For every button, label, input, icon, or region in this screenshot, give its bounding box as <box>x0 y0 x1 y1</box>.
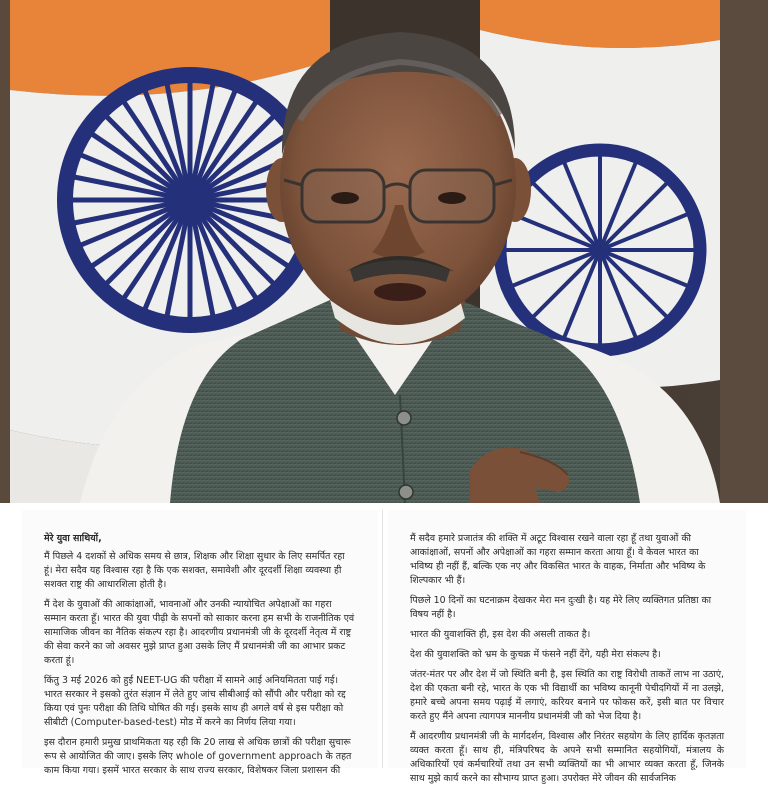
letter-paragraph: जंतर-मंतर पर और देश में जो स्थिति बनी है, इस स्थिति का राष्ट्र विरोधी ताकतें लाभ ना उठाएं, देश की एकता बनी रहे, भारत के एक भी विद्यार्थी का भविष्य कानूनी पेचीदगियों में ना उलझे, हमारे बच्चे अपना समय पढ़ाई में लगाएं, करियर बनाने पर फोकस करें, इसी बात पर विचार करते हुए मैंने अपना त्यागपत्र माननीय प्रधानमंत्री जी को भेज दिया है। <box>410 669 724 722</box>
letter-paragraph: मैं आदरणीय प्रधानमंत्री जी के मार्गदर्शन, विश्वास और निरंतर सहयोग के लिए हार्दिक कृतज्ञता व्यक्त करता हूँ। साथ ही, मंत्रिपरिषद के अपने सभी सम्मानित सहयोगियों, मंत्रालय के अधिकारियों एवं कर्मचारियों तथा उन सभी व्यक्तियों का भी आभार व्यक्त करता हूँ, जिनके साथ मुझे कार्य करने का सौभाग्य प्राप्त हुआ। उपरोक्त मेरे जीवन की सार्वजनिक <box>410 731 724 784</box>
letter-paragraph: किंतु 3 मई 2026 को हुई NEET-UG की परीक्षा में सामने आई अनियमितता पाई गई। भारत सरकार ने इसको तुरंत संज्ञान में लेते हुए जांच सीबीआई को सौंपी और परीक्षा को रद्द किया एवं पुनः परीक्षा की तिथि घोषित की गई। इसके साथ ही अगले वर्ष से इस परीक्षा को सीबीटी (Computer-based-test) मोड में करने का निर्णय लिया गया। <box>44 675 346 728</box>
letter-page-left <box>22 510 378 776</box>
separator-gap <box>0 503 768 510</box>
letter-salutation: मेरे युवा साथियों, <box>44 533 102 544</box>
letter-paragraph: मैं पिछले 4 दशकों से अधिक समय से छात्र, शिक्षक और शिक्षा सुधार के लिए समर्पित रहा हूं। मेरा सदैव यह विश्वास रहा है कि एक सशक्त, समावेशी और दूरदर्शी शिक्षा व्यवस्था ही सशक्त राष्ट्र की आधारशिला होती है। <box>44 551 345 590</box>
letter-page-right <box>388 510 746 784</box>
letter-paragraph: देश की युवाशक्ति को भ्रम के कुचक्र में फंसने नहीं देंगे, यही मेरा संकल्प है। <box>410 649 661 660</box>
letter-paragraph: मैं सदैव हमारे प्रजातंत्र की शक्ति में अटूट विश्वास रखने वाला रहा हूँ तथा युवाओं की आकांक्षाओं, सपनों और अपेक्षाओं का गहरा सम्मान करता आया हूँ। वे केवल भारत का भविष्य ही नहीं हैं, बल्कि एक नए और विकसित भारत के वाहक, निर्माता और भविष्य के शिल्पकार भी हैं। <box>410 533 706 586</box>
page-divider <box>382 510 383 768</box>
letter-paragraph: भारत की युवाशक्ति ही, इस देश की असली ताकत है। <box>410 629 591 640</box>
letter-paragraph: मैं देश के युवाओं की आकांक्षाओं, भावनाओं और उनकी न्यायोचित अपेक्षाओं का गहरा सम्मान करता हूँ। भारत की युवा पीढ़ी के सपनों को साकार करना हम सभी के राजनीतिक एवं सामाजिक जीवन का नैतिक संकल्प रहा है। आदरणीय प्रधानमंत्री जी के दूरदर्शी नेतृत्व में राष्ट्र की सेवा करने का जो अवसर मुझे प्राप्त हुआ उसके लिए मैं प्रधानमंत्री जी का आभार प्रकट करता हूं। <box>44 599 355 666</box>
letter-paragraph: इस दौरान हमारी प्रमुख प्राथमिकता यह रही कि 20 लाख से अधिक छात्रों की परीक्षा सुचारू रूप से आयोजित की जाए। इसके लिए whole of government approach के तहत काम किया गया। इसमें भारत सरकार के साथ राज्य सरकार, विशेषकर जिला प्रशासन की <box>44 737 352 776</box>
letter-paragraph: पिछले 10 दिनों का घटनाक्रम देखकर मेरा मन दुःखी है। यह मेरे लिए व्यक्तिगत प्रतिष्ठा का विषय नहीं है। <box>410 595 712 620</box>
